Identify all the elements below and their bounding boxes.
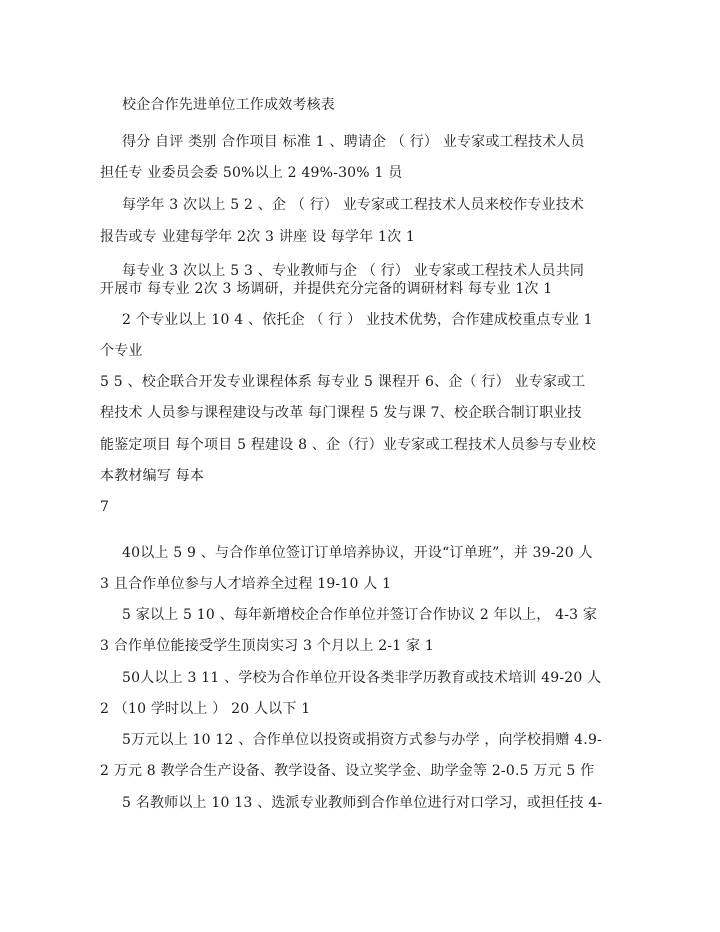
text-line: 每学年 3 次以上 5 2 、企 （ 行） 业专家或工程技术人员来校作专业技术 [122,197,585,213]
text-line: 5 家以上 5 10 、每年新增校企合作单位并签订合作协议 2 年以上， 4-3 家 [122,607,598,623]
text-line: 3 合作单位能接受学生顶岗实习 3 个月以上 2-1 家 1 [100,638,434,654]
text-line: 每专业 3 次以上 5 3 、专业教师与企 （ 行） 业专家或工程技术人员共同 [122,263,585,279]
text-line: 程技术 人员参与课程建设与改革 每门课程 5 发与课 7、校企联合制订职业技 [100,405,582,421]
text-line: 2 个专业以上 10 4 、依托企 （ 行 ） 业技术优势，合作建成校重点专业 1 [122,312,593,328]
text-line: 得分 自评 类别 合作项目 标准 1 、聘请企 （ 行） 业专家或工程技术人员 [122,134,585,150]
page-number: 7 [100,499,110,515]
text-line: 2 万元 8 教学合生产设备、教学设备、设立奖学金、助学金等 2-0.5 万元 5 作 [100,763,595,779]
text-line: 5万元以上 10 12 、合作单位以投资或捐资方式参与办学 ，向学校捐赠 4.9- [122,732,602,748]
text-line: 40以上 5 9 、与合作单位签订订单培养协议，开设“订单班”，并 39-20 人 [122,545,593,561]
text-line: 5 名教师以上 10 13 、选派专业教师到合作单位进行对口学习，或担任技 4- [122,795,603,811]
text-line: 担任专 业委员会委 50%以上 2 49%-30% 1 员 [100,165,403,181]
text-line: 3 且合作单位参与人才培养全过程 19-10 人 1 [100,576,392,592]
text-line: 本教材编写 每本 [100,468,205,484]
text-line: 开展市 每专业 2次 3 场调研，并提供充分完备的调研材料 每专业 1次 1 [100,281,553,297]
text-line: 个专业 [100,343,143,359]
text-line: 2 （10 学时以上 ） 20 人以下 1 [100,701,311,717]
text-line: 报告或专 业建每学年 2次 3 讲座 设 每学年 1次 1 [100,229,416,245]
document-title: 校企合作先进单位工作成效考核表 [122,97,335,113]
text-line: 5 5 、校企联合开发专业课程体系 每专业 5 课程开 6、企（ 行） 业专家或工 [100,374,586,390]
text-line: 能鉴定项目 每个项目 5 程建设 8 、企（行）业专家或工程技术人员参与专业校 [100,437,596,453]
text-line: 50人以上 3 11 、学校为合作单位开设各类非学历教育或技术培训 49-20 人 [122,670,602,686]
